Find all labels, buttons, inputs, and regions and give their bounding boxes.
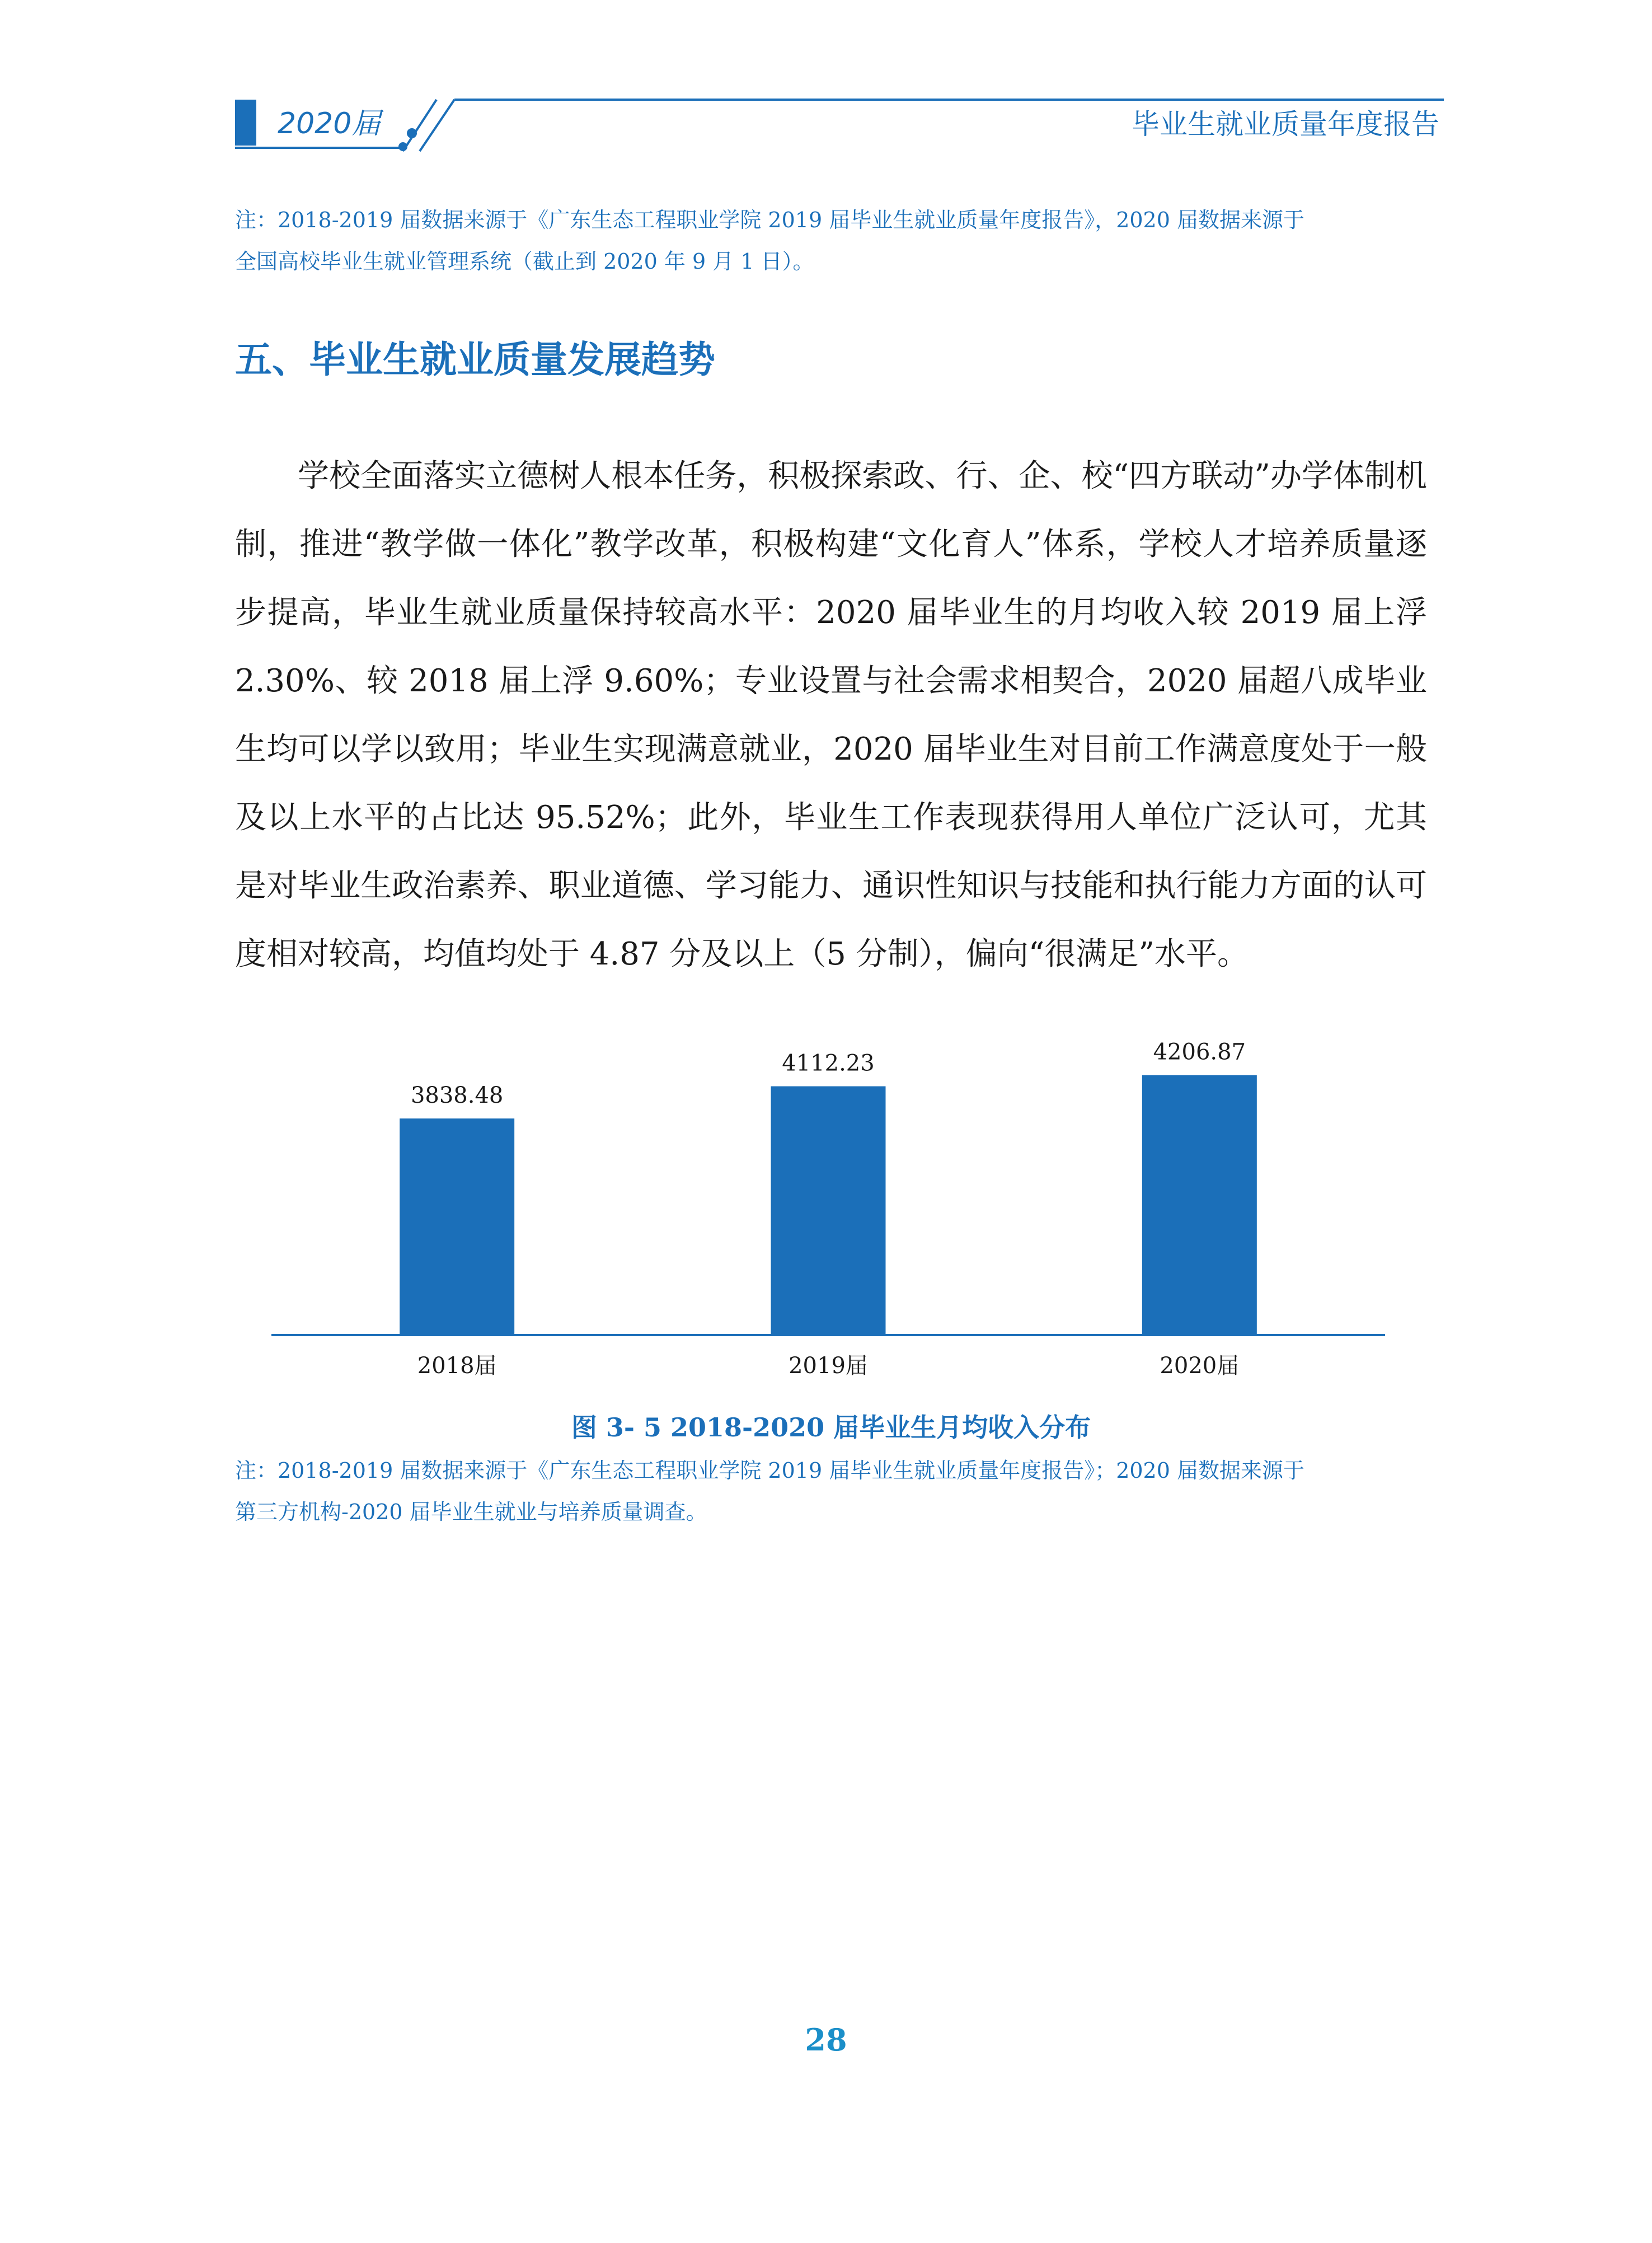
category-label: 2019届 [789,1353,868,1379]
page-number: 28 [805,2022,847,2058]
bar-value-label: 3838.48 [410,1083,504,1109]
bar-2019届 [771,1087,886,1335]
source-note-top-line2: 全国高校毕业生就业管理系统（截止到 2020 年 9 月 1 日）。 [235,249,814,274]
bar-value-label: 4112.23 [782,1050,875,1076]
source-note-bottom-line2: 第三方机构-2020 届毕业生就业与培养质量调查。 [235,1500,707,1524]
section-title: 五、毕业生就业质量发展趋势 [235,338,715,381]
income-bar-chart [257,1039,1410,1411]
bar-2018届 [400,1118,514,1335]
source-note-bottom [235,1450,1427,1533]
category-label: 2018届 [417,1353,497,1379]
category-label: 2020届 [1160,1353,1240,1379]
source-note-bottom-line1: 注：2018-2019 届数据来源于《广东生态工程职业学院 2019 届毕业生就业质量年度报告》；2020 届数据来源于 [235,1458,1304,1483]
source-note-top-line1: 注：2018-2019 届数据来源于《广东生态工程职业学院 2019 届毕业生就业质量年度报告》，2020 届数据来源于 [235,208,1304,232]
header-year-label: 2020届 [278,107,381,141]
source-note-top [235,199,1427,282]
income-bar-chart-svg [257,1039,1410,1411]
figure-caption: 图 3- 5 2018-2020 届毕业生月均收入分布 [571,1412,1091,1443]
header-report-title: 毕业生就业质量年度报告 [1132,108,1439,141]
body-paragraph: 学校全面落实立德树人根本任务，积极探索政、行、企、校“四方联动”办学体制机制，推进“教学做一体化”教学改革，积极构建“文化育人”体系，学校人才培养质量逐步提高，毕业生就业质量保持较高水平：2020 届毕业生的月均收入较 2019 届上浮 2.30%、较 2018 届上浮 9.60%；专业设置与社会需求相契合，2020 届超八成毕业生均可以学以致用；毕业生实现满意就业，2020 届毕业生对目前工作满意度处于一般及以上水平的占比达 95.52%；此外，毕业生工作表现获得用人单位广泛认可，尤其是对毕业生政治素养、职业道德、学习能力、通识性知识与技能和执行能力方面的认可度相对较高，均值均处于 4.87 分及以上（5 分制），偏向“很满足”水平。 [235,458,1427,972]
bar-2020届 [1142,1075,1257,1335]
bar-value-label: 4206.87 [1153,1039,1246,1065]
